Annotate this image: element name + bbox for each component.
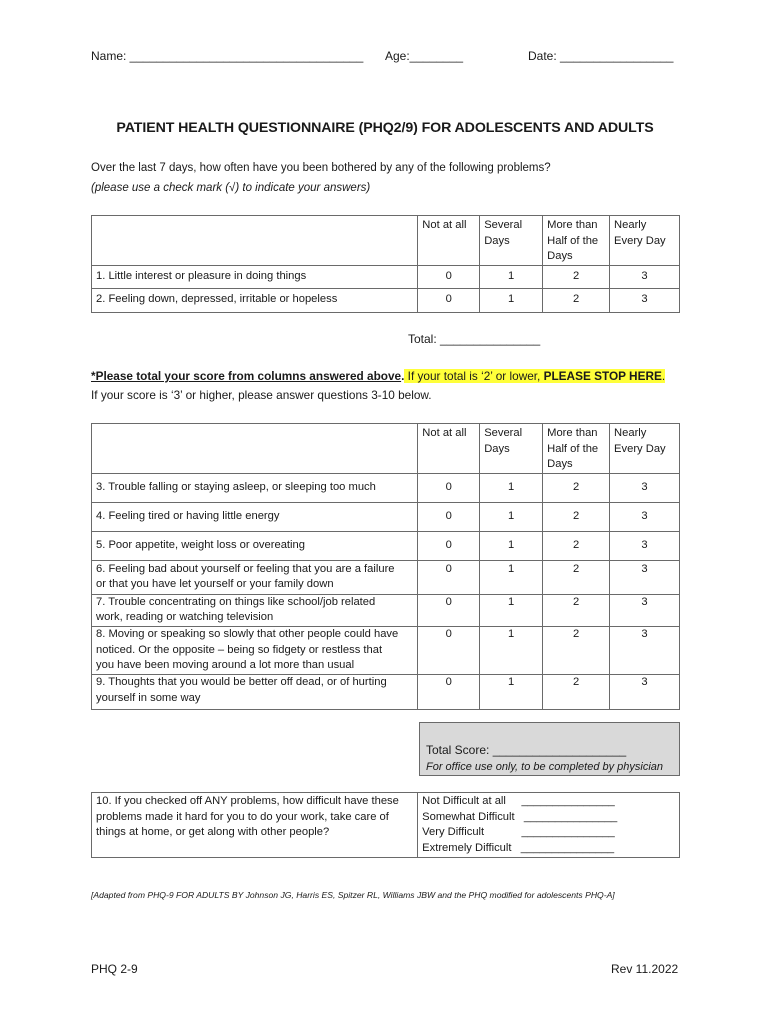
phq9-table (91, 423, 680, 710)
col-several-days: Several Days (480, 424, 543, 474)
table-row (92, 531, 680, 560)
score-1-option[interactable]: 1 (480, 674, 543, 709)
score-0-option[interactable]: 0 (418, 473, 480, 502)
option-somewhat-difficult[interactable]: Somewhat Difficult _______________ (422, 810, 618, 823)
question-header-cell (92, 216, 418, 266)
difficulty-table (91, 792, 680, 858)
score-2-option[interactable]: 2 (543, 674, 610, 709)
col-nearly-every-day: Nearly Every Day (610, 424, 680, 474)
score-1-option[interactable]: 1 (480, 288, 543, 312)
question-text: 7. Trouble concentrating on things like school/job related work, reading or watching television (92, 594, 418, 626)
table-row (92, 502, 680, 531)
col-more-than-half: More than Half of the Days (543, 216, 610, 266)
table-row (92, 560, 680, 594)
scoring-instruction-bold: *Please total your score from columns answered above (91, 369, 402, 383)
total-score-box (419, 722, 680, 776)
question-text: 3. Trouble falling or staying asleep, or sleeping too much (92, 473, 418, 502)
table-row (92, 674, 680, 709)
table-row (92, 473, 680, 502)
scoring-instruction (91, 368, 665, 384)
score-3-option[interactable]: 3 (610, 531, 680, 560)
table-row (92, 626, 680, 674)
score-2-option[interactable]: 2 (543, 531, 610, 560)
question-text: 8. Moving or speaking so slowly that other people could have noticed. Or the opposite – being so fidgety or restless that you have been moving around a lot more than usual (92, 626, 418, 674)
score-3-option[interactable]: 3 (610, 473, 680, 502)
score-2-option[interactable]: 2 (543, 502, 610, 531)
score-3-option[interactable]: 3 (610, 265, 680, 288)
phq2-total-field[interactable]: Total: _______________ (408, 332, 541, 346)
intro-question: Over the last 7 days, how often have you been bothered by any of the following problems? (91, 162, 551, 174)
scoring-instruction-period: . (401, 369, 405, 383)
footer-revision: Rev 11.2022 (611, 962, 679, 976)
stop-here-highlight: If your total is ‘2’ or lower, PLEASE STOP HERE. (404, 369, 666, 383)
question-text: 9. Thoughts that you would be better off dead, or of hurting yourself in some way (92, 674, 418, 709)
question-text: 1. Little interest or pleasure in doing things (92, 265, 418, 288)
score-2-option[interactable]: 2 (543, 473, 610, 502)
score-3-option[interactable]: 3 (610, 594, 680, 626)
option-not-difficult[interactable]: Not Difficult at all _______________ (422, 795, 615, 807)
continue-instruction: If your score is ‘3’ or higher, please answer questions 3-10 below. (91, 388, 432, 402)
office-use-note: For office use only, to be completed by physician (426, 761, 664, 773)
score-1-option[interactable]: 1 (480, 473, 543, 502)
score-0-option[interactable]: 0 (418, 288, 480, 312)
score-0-option[interactable]: 0 (418, 594, 480, 626)
score-3-option[interactable]: 3 (610, 288, 680, 312)
score-0-option[interactable]: 0 (418, 531, 480, 560)
score-2-option[interactable]: 2 (543, 626, 610, 674)
score-0-option[interactable]: 0 (418, 626, 480, 674)
score-1-option[interactable]: 1 (480, 531, 543, 560)
score-0-option[interactable]: 0 (418, 502, 480, 531)
option-extremely-difficult[interactable]: Extremely Difficult _______________ (422, 841, 615, 854)
footer-form-id: PHQ 2-9 (91, 962, 138, 976)
phq2-table (91, 215, 680, 313)
score-0-option[interactable]: 0 (418, 560, 480, 594)
name-field[interactable]: Name: ___________________________________ (91, 49, 364, 63)
question-text: 5. Poor appetite, weight loss or overeating (92, 531, 418, 560)
score-1-option[interactable]: 1 (480, 594, 543, 626)
citation: [Adapted from PHQ-9 FOR ADULTS BY Johnson JG, Harris ES, Spitzer RL, Williams JBW and the PHQ modified for adolescents PHQ-A] (91, 890, 615, 900)
score-0-option[interactable]: 0 (418, 265, 480, 288)
col-nearly-every-day: Nearly Every Day (610, 216, 680, 266)
score-3-option[interactable]: 3 (610, 502, 680, 531)
total-score-field[interactable]: Total Score: ____________________ (426, 743, 627, 757)
col-more-than-half: More than Half of the Days (543, 424, 610, 474)
table-header-row (92, 424, 680, 474)
table-row (92, 288, 680, 312)
age-field[interactable]: Age:________ (385, 49, 464, 63)
col-not-at-all: Not at all (418, 424, 480, 474)
intro-instruction: (please use a check mark (√) to indicate your answers) (91, 182, 371, 194)
question-header-cell (92, 424, 418, 474)
score-0-option[interactable]: 0 (418, 674, 480, 709)
option-very-difficult[interactable]: Very Difficult _______________ (422, 826, 615, 839)
difficulty-question: 10. If you checked off ANY problems, how difficult have these problems made it hard for you to do your work, take care of things at home, or get along with other people? (92, 793, 418, 858)
score-2-option[interactable]: 2 (543, 594, 610, 626)
score-1-option[interactable]: 1 (480, 502, 543, 531)
table-row (92, 594, 680, 626)
question-text: 2. Feeling down, depressed, irritable or hopeless (92, 288, 418, 312)
score-3-option[interactable]: 3 (610, 626, 680, 674)
question-text: 4. Feeling tired or having little energy (92, 502, 418, 531)
score-1-option[interactable]: 1 (480, 560, 543, 594)
score-2-option[interactable]: 2 (543, 560, 610, 594)
difficulty-options (418, 793, 680, 858)
question-text: 6. Feeling bad about yourself or feeling that you are a failure or that you have let yourself or your family down (92, 560, 418, 594)
score-3-option[interactable]: 3 (610, 560, 680, 594)
date-field[interactable]: Date: _________________ (528, 49, 674, 63)
score-2-option[interactable]: 2 (543, 265, 610, 288)
score-1-option[interactable]: 1 (480, 265, 543, 288)
col-several-days: Several Days (480, 216, 543, 266)
score-3-option[interactable]: 3 (610, 674, 680, 709)
page-title: PATIENT HEALTH QUESTIONNAIRE (PHQ2/9) FOR ADOLESCENTS AND ADULTS (116, 120, 654, 136)
table-header-row (92, 216, 680, 266)
score-1-option[interactable]: 1 (480, 626, 543, 674)
col-not-at-all: Not at all (418, 216, 480, 266)
score-2-option[interactable]: 2 (543, 288, 610, 312)
table-row (92, 265, 680, 288)
